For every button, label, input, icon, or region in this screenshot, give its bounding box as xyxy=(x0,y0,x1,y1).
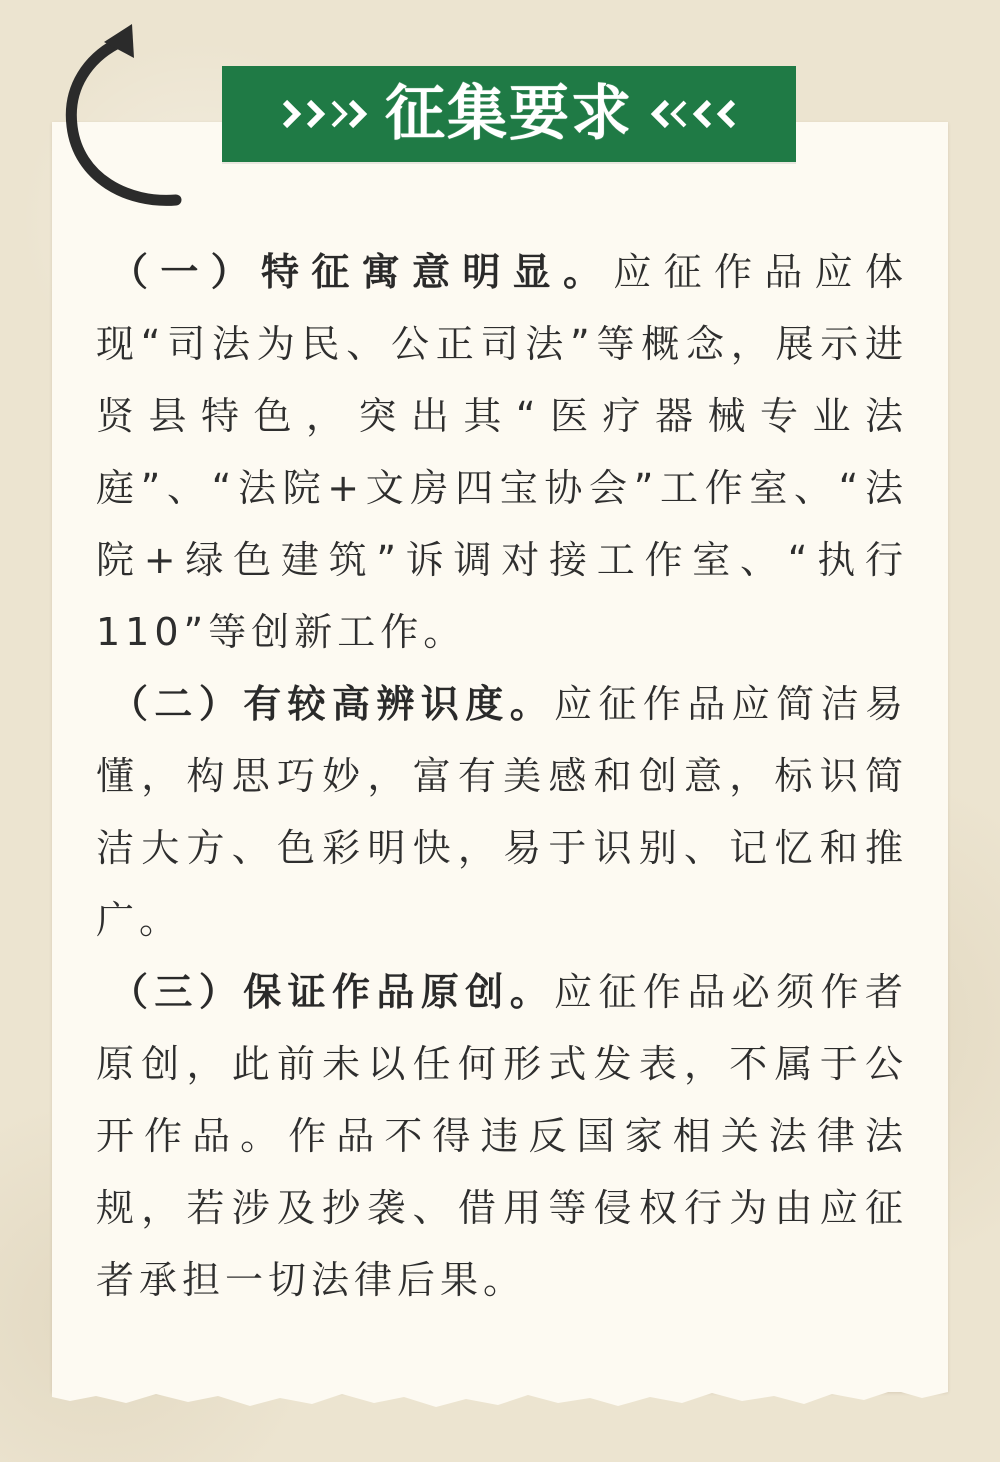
curved-arrow-icon xyxy=(58,18,198,218)
paragraph-1-body: 应征作品应体现“司法为民、公正司法”等概念，展示进贤县特色，突出其“医疗器械专业法庭”、“法院+文房四宝协会”工作室、“法院+绿色建筑”诉调对接工作室、“执行110”等创新工作。 xyxy=(96,250,908,654)
paragraph-3 xyxy=(96,956,908,1316)
paragraph-1-heading: （一）特征寓意明显。 xyxy=(110,250,614,294)
paragraph-2-body: 应征作品应简洁易懂，构思巧妙，富有美感和创意，标识简洁大方、色彩明快，易于识别、记忆和推广。 xyxy=(96,682,908,942)
chevrons-right-icon xyxy=(279,94,371,134)
title-banner xyxy=(222,66,796,162)
paragraph-1 xyxy=(96,236,908,668)
torn-paper-edge xyxy=(52,1370,948,1420)
paragraph-2 xyxy=(96,668,908,956)
paragraph-3-heading: （三）保证作品原创。 xyxy=(110,970,555,1014)
paragraph-3-body: 应征作品必须作者原创，此前未以任何形式发表，不属于公开作品。作品不得违反国家相关法律法规，若涉及抄袭、借用等侵权行为由应征者承担一切法律后果。 xyxy=(96,970,908,1302)
requirements-text xyxy=(96,236,908,1316)
chevrons-left-icon xyxy=(647,94,739,134)
paragraph-2-heading: （二）有较高辨识度。 xyxy=(110,682,555,726)
page-title: 征集要求 xyxy=(385,79,633,149)
